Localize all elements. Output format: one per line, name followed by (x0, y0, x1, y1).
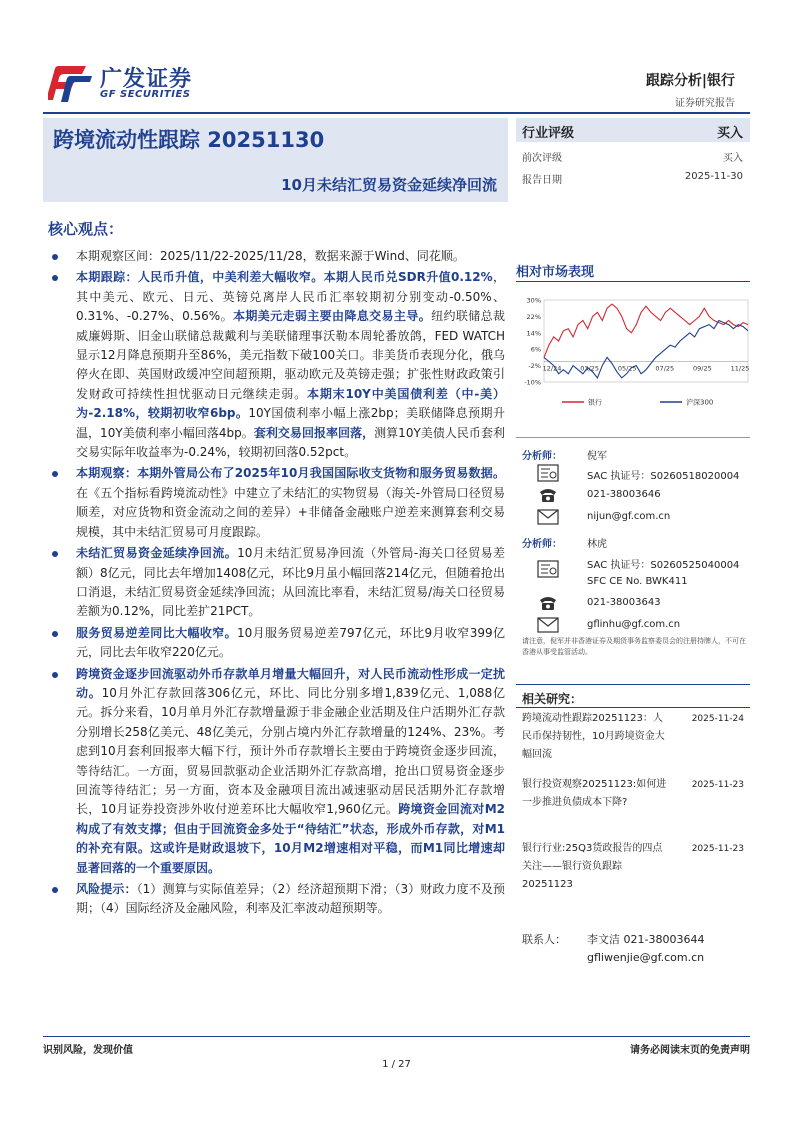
analyst-disclaimer: 请注意，倪军并非香港证券及期货事务监察委员会的注册持牌人，不可在香港从事受监管活动。 (522, 637, 746, 656)
bullet-icon (52, 672, 58, 678)
contact-name-phone: 李文洁 021-38003644 (587, 933, 705, 946)
chart-x-tick-label: 03/25 (580, 364, 599, 373)
report-type: 跟踪分析|银行 (645, 73, 735, 89)
prev-rating-value: 买入 (723, 153, 743, 164)
analyst-email[interactable]: nijun@gf.com.cn (587, 511, 671, 522)
chart-y-tick-label: 22% (526, 312, 541, 321)
market-performance-title: 相对市场表现 (516, 265, 595, 280)
report-title: 跨境流动性跟踪 20251130 (53, 128, 325, 152)
related-item-title[interactable]: 银行行业:25Q3货政报告的四点关注——银行资负跟踪20251123 (522, 843, 663, 890)
phone-icon (537, 486, 559, 504)
analyst-phone: 021-38003646 (587, 489, 661, 500)
report-date-label: 报告日期 (522, 175, 562, 186)
rating-label: 行业评级 (522, 126, 575, 141)
email-icon (537, 508, 559, 526)
related-item-date: 2025-11-23 (691, 844, 744, 854)
chart-y-tick-label: 6% (530, 345, 541, 354)
related-divider (516, 707, 750, 708)
email-icon (537, 616, 559, 634)
header-divider (43, 112, 750, 114)
certificate-icon (537, 464, 559, 482)
chart-x-tick-label: 11/25 (730, 364, 750, 373)
bullet-icon (52, 551, 58, 557)
bullet-item: 本期观察：本期外管局公布了2025年10月我国国际收支货物和服务贸易数据。在《五个指标看跨境流动性》中建立了未结汇的实物贸易（海关-外管局口径贸易顺差，对应货物和资金流动之间的差异）+非储备金融账户逆差来测算套利交易规模，其中未结汇贸易可月度跟踪。 (48, 464, 505, 542)
rating-value: 买入 (716, 126, 743, 141)
logo-text-en: GF SECURITIES (100, 89, 191, 100)
bullet-icon (52, 275, 58, 281)
chart-series-line (544, 321, 748, 378)
chart-x-tick-label: 05/25 (617, 364, 637, 373)
related-item-date: 2025-11-24 (691, 714, 744, 724)
bullet-item: 未结汇贸易资金延续净回流。10月未结汇贸易净回流（外管局-海关口径贸易差额）8亿元，同比去年增加1408亿元，环比9月虽小幅回落214亿元，但随着抢出口消退，未结汇贸易资金延续净回流；从回流比率看，未结汇贸易/海关口径贸易差额为0.12%，同比差扩21PCT。 (48, 544, 505, 622)
footer-divider (43, 1036, 750, 1037)
core-views-title: 核心观点： (48, 220, 124, 238)
analyst-email[interactable]: gflinhu@gf.com.cn (587, 619, 681, 630)
chart-y-tick-label: -10% (524, 378, 541, 387)
footer-slogan: 识别风险，发现价值 (43, 1045, 133, 1056)
analyst-sac: SAC 执证号：S0260525040004 (587, 560, 740, 571)
analyst-sfc: SFC CE No. BWK411 (587, 576, 688, 587)
chart-legend-label: 银行 (588, 398, 602, 407)
chart-x-tick-label: 07/25 (655, 364, 675, 373)
analyst-name: 倪军 (587, 451, 607, 462)
analyst-name: 林虎 (587, 539, 607, 550)
related-divider-top (516, 684, 750, 685)
bullet-item: 服务贸易逆差同比大幅收窄。10月服务贸易逆差797亿元，环比9月收窄399亿元，同比去年收窄220亿元。 (48, 624, 505, 663)
core-views-list (48, 247, 505, 921)
analyst-label: 分析师： (522, 539, 562, 550)
related-item-title[interactable]: 银行投资观察20251123:如何进一步推进负债成本下降? (522, 779, 667, 808)
chart-legend-label: 沪深300 (686, 398, 714, 407)
phone-icon (537, 594, 559, 612)
analyst-sac: SAC 执证号：S0260518020004 (587, 471, 740, 482)
certificate-icon (537, 560, 559, 578)
bullet-item: 风险提示：（1）测算与实际值差异；（2）经济超预期下滑；（3）财政力度不及预期；（4）国际经济及金融风险，利率及汇率波动超预期等。 (48, 880, 505, 919)
related-item[interactable] (522, 710, 750, 764)
contact-label: 联系人： (522, 933, 566, 946)
prev-rating-label: 前次评级 (522, 153, 562, 164)
related-item-title[interactable]: 跨境流动性跟踪20251123：人民币保持韧性，10月跨境资金大幅回流 (522, 713, 665, 760)
market-performance-chart (514, 290, 754, 415)
market-divider (516, 281, 750, 282)
related-item[interactable] (522, 776, 750, 812)
bullet-item: 本期观察区间：2025/11/22-2025/11/28，数据来源于Wind、同花顺。 (48, 247, 505, 266)
report-subtitle: 10月未结汇贸易资金延续净回流 (281, 176, 497, 194)
analyst-label: 分析师： (522, 451, 562, 462)
report-date-value: 2025-11-30 (684, 171, 743, 182)
footer-disclaimer: 请务必阅读末页的免责声明 (630, 1045, 750, 1056)
bullet-item: 本期跟踪：人民币升值，中美利差大幅收窄。本期人民币兑SDR升值0.12%，其中美元、欧元、日元、英镑兑离岸人民币汇率较期初分别变动-0.50%、0.31%、-0.27%、0.56%。本期美元走弱主要由降息交易主导。纽约联储总裁威廉姆斯、旧金山联储总裁戴利与美联储理事沃勒本周轮番放鸽，FED WATCH显示12月降息预期升至86%，美元指数下破100关口。非美货币表现分化，俄乌停火在即、英国财政缓冲空间超预期，驱动欧元及英镑走强；扩张性财政政策引发财政可持续性担忧驱动日元继续走弱。本期末10Y中美国债利差（中-美）为-2.18%，较期初收窄6bp。10Y国债利率小幅上涨2bp；美联储降息预期升温，10Y美债利率小幅回落4bp。套利交易回报率回落，测算10Y美债人民币套利交易实际年收益率为-0.24%，较期初回落0.52pct。 (48, 268, 505, 462)
chart-series-line (544, 304, 748, 357)
related-item-date: 2025-11-23 (691, 780, 744, 790)
bullet-icon (52, 471, 58, 477)
chart-x-tick-label: 09/25 (693, 364, 712, 373)
gf-logo-icon (48, 62, 94, 104)
analyst-divider (516, 437, 750, 438)
chart-y-tick-label: 14% (526, 329, 541, 338)
logo-text: 广发证券 (100, 67, 193, 92)
bullet-icon (52, 631, 58, 637)
chart-y-tick-label: -2% (528, 362, 541, 371)
contact-email[interactable]: gfliwenjie@gf.com.cn (587, 951, 705, 964)
related-research-title: 相关研究： (522, 692, 583, 706)
chart-y-tick-label: 30% (526, 296, 541, 305)
page-number: 1 / 27 (382, 1059, 411, 1070)
bullet-item: 跨境资金逐步回流驱动外币存款单月增量大幅回升，对人民币流动性形成一定扰动。10月外汇存款回落306亿元，环比、同比分别多增1,839亿元、1,088亿元。拆分来看，10月单月外汇存款增量源于非金融企业活期及住户活期外汇存款分别增长258亿美元、48亿美元，分别占境内外汇存款增量的124%、23%。考虑到10月套利回报率大幅下行，预计外币存款增长主要由于跨境资金逐步回流，等待结汇。一方面，贸易回款驱动企业活期外汇存款高增，抢出口贸易资金逐步回流等待结汇；另一方面，资本及金融项目流出减速驱动居民活期外汇存款增长，10月证券投资涉外收付逆差环比大幅收窄1,960亿元。跨境资金回流对M2构成了有效支撑；但由于回流资金多处于“待结汇”状态，形成外币存款，对M1的补充有限。这或许是财政退坡下，10月M2增速相对平稳，而M1同比增速却显著回落的一个重要原因。 (48, 665, 505, 878)
chart-x-tick-label: 12/24 (542, 364, 562, 373)
related-item[interactable] (522, 840, 750, 894)
report-subtype: 证券研究报告 (675, 98, 735, 109)
bullet-icon (52, 254, 58, 260)
bullet-icon (52, 887, 58, 893)
analyst-phone: 021-38003643 (587, 597, 661, 608)
